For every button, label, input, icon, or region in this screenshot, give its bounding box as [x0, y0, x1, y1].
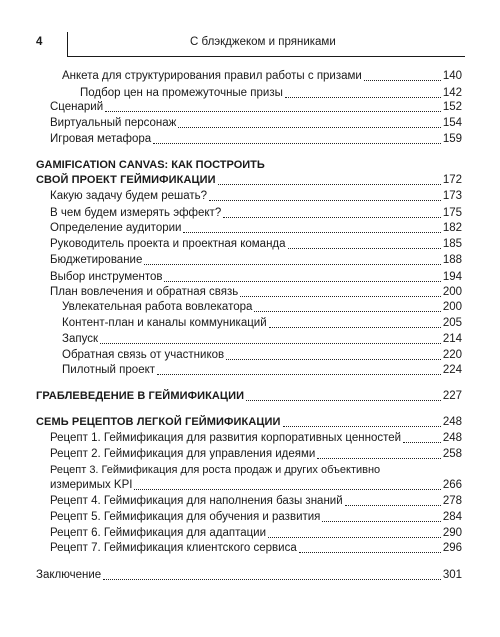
toc-entry[interactable]: [0, 494, 500, 510]
toc-page-number: 214: [442, 333, 462, 345]
dot-leader: [285, 97, 441, 98]
toc-page-number: 296: [442, 542, 462, 554]
toc-entry[interactable]: [0, 363, 500, 379]
dot-leader: [240, 296, 441, 297]
dot-leader: [103, 579, 441, 580]
toc-entry[interactable]: [0, 206, 500, 222]
toc-entry-title: Рецепт 5. Геймификация для обучения и развития: [50, 511, 321, 523]
toc-entry-title: Увлекательная работа вовлекатора: [62, 301, 253, 313]
toc-entry-title: Бюджетирование: [50, 254, 143, 266]
toc-page-number: 205: [442, 317, 462, 329]
toc-entry[interactable]: [0, 237, 500, 253]
toc-entry-title: В чем будем измерять эффект?: [50, 207, 222, 219]
toc-entry[interactable]: [0, 173, 500, 189]
dot-leader: [100, 343, 441, 344]
toc-page-number: 278: [442, 495, 462, 507]
dot-leader: [288, 248, 441, 249]
toc-entry-title: Рецепт 7. Геймификация клиентского сервиса: [50, 542, 297, 554]
toc-entry-title: Виртуальный персонаж: [50, 117, 177, 129]
toc-entry[interactable]: [0, 526, 500, 542]
dot-leader: [223, 217, 441, 218]
toc-entry[interactable]: [0, 189, 500, 205]
toc-page-number: 154: [442, 117, 462, 129]
dot-leader: [246, 400, 441, 401]
toc-entry-title: измеримых KPI: [50, 479, 133, 491]
toc-page-number: 182: [442, 222, 462, 234]
dot-leader: [345, 505, 441, 506]
toc-entry[interactable]: [0, 447, 500, 463]
dot-leader: [268, 537, 441, 538]
toc-entry-title: Сценарий: [50, 101, 104, 113]
toc-entry-title: Пилотный проект: [62, 364, 156, 376]
dot-leader: [144, 264, 441, 265]
toc-page-number: 140: [442, 70, 462, 82]
toc-entry-title: Рецепт 2. Геймификация для управления идеями: [50, 448, 316, 460]
toc-entry[interactable]: [0, 132, 500, 148]
toc-entry[interactable]: [0, 316, 500, 332]
toc-page-number: 194: [442, 271, 462, 283]
toc-entry-title: Анкета для структурирования правил работы с призами: [62, 70, 362, 82]
toc-page-number: 220: [442, 349, 462, 361]
toc-entry[interactable]: [0, 300, 500, 316]
dot-leader: [317, 458, 441, 459]
dot-leader: [153, 143, 441, 144]
dot-leader: [269, 327, 441, 328]
toc-entry-title: Контент-план и каналы коммуникаций: [62, 317, 267, 329]
toc-entry-title: Рецепт 1. Геймификация для развития корпоративных ценностей: [50, 432, 402, 444]
toc-entry-title: Руководитель проекта и проектная команда: [50, 238, 286, 250]
toc-page-number: 185: [442, 238, 462, 250]
toc-page-number: 152: [442, 101, 462, 113]
toc-page-number: 301: [442, 569, 462, 581]
toc-entry-title: Какую задачу будем решать?: [50, 190, 208, 202]
dot-leader: [226, 359, 441, 360]
toc-entry-title: Игровая метафора: [50, 133, 152, 145]
toc-page-number: 200: [442, 286, 462, 298]
toc-entry[interactable]: [0, 510, 500, 526]
running-title: С блэкджеком и пряниками: [190, 36, 336, 48]
dot-leader: [364, 80, 441, 81]
toc-entry-title: Подбор цен на промежуточные призы: [80, 87, 283, 99]
dot-leader: [164, 281, 441, 282]
toc-entry-title: Заключение: [36, 569, 102, 581]
toc-entry[interactable]: [0, 116, 500, 132]
toc-entry-title: Обратная связь от участников: [62, 349, 225, 361]
toc-entry[interactable]: [0, 541, 500, 557]
toc-page-number: 227: [442, 390, 462, 402]
dot-leader: [299, 552, 441, 553]
toc-entry[interactable]: [0, 348, 500, 364]
toc-page-number: 175: [442, 207, 462, 219]
toc-entry[interactable]: [0, 221, 500, 237]
toc-entry[interactable]: [0, 270, 500, 286]
dot-leader: [218, 184, 441, 185]
dot-leader: [178, 127, 441, 128]
toc-entry-title: ГРАБЛЕВЕДЕНИЕ В ГЕЙМИФИКАЦИИ: [36, 390, 245, 402]
toc-entry[interactable]: [0, 431, 500, 447]
page-number: 4: [36, 36, 43, 48]
toc-entry[interactable]: [0, 100, 500, 116]
toc-entry[interactable]: [0, 478, 500, 494]
dot-leader: [254, 311, 441, 312]
toc-entry-title: Выбор инструментов: [50, 271, 163, 283]
toc-entry[interactable]: [0, 285, 500, 301]
toc-page-number: 224: [442, 364, 462, 376]
toc-entry-title: План вовлечения и обратная связь: [50, 286, 239, 298]
toc-page-number: 258: [442, 448, 462, 460]
dot-leader: [134, 489, 441, 490]
toc-page-number: 142: [442, 87, 462, 99]
dot-leader: [157, 374, 441, 375]
toc-page-number: 173: [442, 190, 462, 202]
toc-entry-text: GAMIFICATION CANVAS: КАК ПОСТРОИТЬ: [36, 159, 265, 171]
toc-page-number: 248: [442, 416, 462, 428]
dot-leader: [322, 521, 441, 522]
dot-leader: [105, 111, 441, 112]
toc-entry-title: Рецепт 4. Геймификация для наполнения базы знаний: [50, 495, 343, 507]
dot-leader: [183, 232, 441, 233]
toc-entry-title: Запуск: [62, 333, 98, 345]
toc-entry-text: Рецепт 3. Геймификация для роста продаж и других объективно: [50, 464, 381, 476]
toc-entry-title: Определение аудитории: [50, 222, 182, 234]
dot-leader: [283, 426, 441, 427]
toc-entry-title: СВОЙ ПРОЕКТ ГЕЙМИФИКАЦИИ: [36, 174, 216, 186]
toc-entry[interactable]: [0, 332, 500, 348]
toc-page-number: 284: [442, 511, 462, 523]
dot-leader: [209, 200, 441, 201]
toc-entry[interactable]: [0, 568, 500, 584]
toc-page-number: 188: [442, 254, 462, 266]
toc-page-number: 248: [442, 432, 462, 444]
toc-entry[interactable]: [0, 415, 500, 431]
toc-entry[interactable]: [0, 389, 500, 405]
toc-page-number: 266: [442, 479, 462, 491]
toc-entry[interactable]: [0, 253, 500, 269]
toc-page-number: 159: [442, 133, 462, 145]
toc-page-number: 200: [442, 301, 462, 313]
dot-leader: [403, 442, 441, 443]
toc-entry[interactable]: [0, 69, 500, 85]
toc-entry-title: Рецепт 6. Геймификация для адаптации: [50, 527, 267, 539]
toc-entry-title: СЕМЬ РЕЦЕПТОВ ЛЕГКОЙ ГЕЙМИФИКАЦИИ: [36, 416, 281, 428]
toc-page-number: 290: [442, 527, 462, 539]
toc-page-number: 172: [442, 174, 462, 186]
